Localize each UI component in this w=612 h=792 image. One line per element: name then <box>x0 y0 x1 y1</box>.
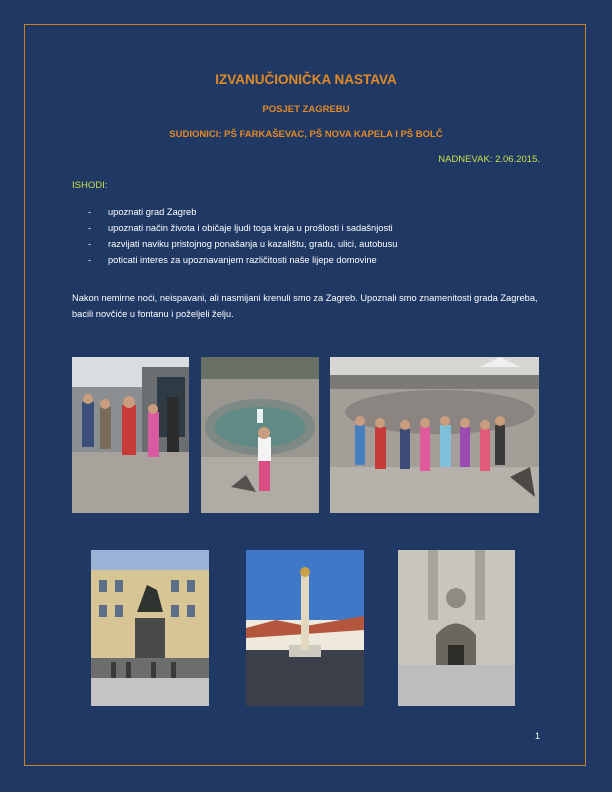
bullet-dash: - <box>88 239 92 249</box>
trip-description: Nakon nemirne noći, neispavani, ali nasmijani krenuli smo za Zagreb. Upoznali smo znamenitosti grada Zagreba, bacili novčiće u fontanu i poželjeli želju. <box>72 293 538 319</box>
bullet-dash: - <box>88 223 92 233</box>
date-line: NADNEVAK: 2.06.2015. <box>438 154 540 165</box>
photo-marian-column <box>246 550 364 706</box>
outcome-text: razvijati naviku pristojnog ponašanja u kazalištu, gradu, ulici, autobusu <box>108 239 398 249</box>
photo-jelacic-statue <box>91 550 209 706</box>
photo-girl-at-fountain <box>201 357 319 513</box>
outcome-text: upoznati način života i običaje ljudi toga kraja u prošlosti i sadašnjosti <box>108 223 393 233</box>
list-item <box>88 220 397 236</box>
document-title: IZVANUČIONIČKA NASTAVA <box>215 72 397 87</box>
outcomes-heading: ISHODI: <box>72 180 108 191</box>
list-item <box>88 204 397 220</box>
photo-zagreb-cathedral <box>398 550 515 706</box>
photo-group-at-fountain <box>330 357 539 513</box>
bullet-dash: - <box>88 207 92 217</box>
page-number: 1 <box>535 731 541 741</box>
list-item <box>88 236 397 252</box>
photo-children-walking <box>72 357 189 513</box>
bullet-dash: - <box>88 255 92 265</box>
outcome-text: poticati interes za upoznavanjem različitosti naše lijepe domovine <box>108 255 377 265</box>
participants-line: SUDIONICI: PŠ FARKAŠEVAC, PŠ NOVA KAPELA I PŠ BOLČ <box>169 129 443 140</box>
list-item <box>88 252 397 268</box>
document-subtitle: POSJET ZAGREBU <box>262 104 350 115</box>
outcomes-list <box>88 204 397 268</box>
outcome-text: upoznati grad Zagreb <box>108 207 197 217</box>
